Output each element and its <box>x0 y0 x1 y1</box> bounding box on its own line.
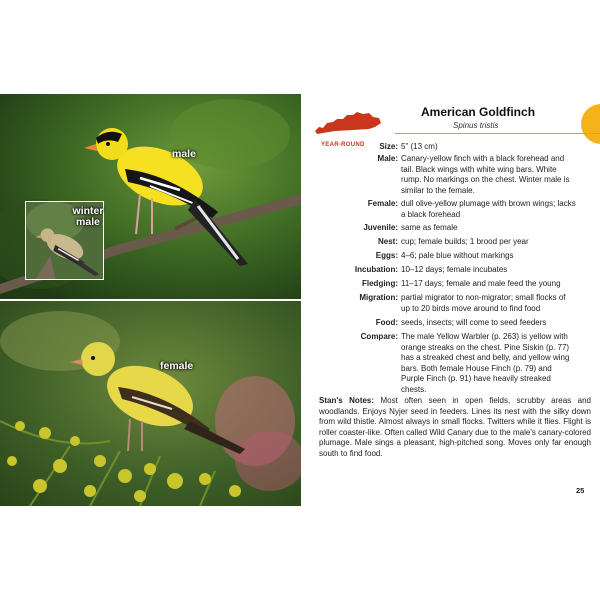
field-label: Eggs: <box>375 251 398 260</box>
field-label: Fledging: <box>362 279 398 288</box>
field-label: Male: <box>377 154 398 163</box>
female-label: female <box>160 360 194 372</box>
field-label: Food: <box>375 318 398 327</box>
winter-male-label: winter male <box>72 205 104 228</box>
notes-text: Most often seen in open fields, scrubby areas and woodlands. Enjoys Nyjer seed in feeders. Lines its nest with the silky down from wild thistle. Almost always in small flocks. Twitters while it flies. Flight is roller coaster-like. Often called Wild Canary due to the male's canary-colored plumage. Male sings a pleasant, high-pitched song. Moves only far enough south to find food. <box>319 396 591 458</box>
field-label: Juvenile: <box>363 223 398 232</box>
field-label: Nest: <box>377 237 398 246</box>
field-label: Compare: <box>360 332 398 341</box>
field-label: Migration: <box>359 293 398 302</box>
color-tab-marker <box>581 104 600 144</box>
book-spread <box>0 94 600 506</box>
notes-label: Stan's Notes: <box>319 396 375 405</box>
field-label: Incubation: <box>354 265 398 274</box>
kentucky-range-map-icon <box>313 109 383 137</box>
field-value: same as female <box>401 223 458 232</box>
field-value: Canary-yellow finch with a black forehead and tail. Black wings with white wing bars. White rump. No markings on the chest. Winter male is similar to the female. <box>401 154 570 195</box>
male-label: male <box>172 148 196 160</box>
field-value: 4–6; pale blue without markings <box>401 251 514 260</box>
field-value: cup; female builds; 1 brood per year <box>401 237 529 246</box>
field-label: Size: <box>379 142 398 151</box>
field-label: Female: <box>367 199 398 208</box>
field-value: seeds, insects; will come to seed feeders <box>401 318 547 327</box>
field-value: 10–12 days; female incubates <box>401 265 508 274</box>
species-title: American Goldfinch <box>421 105 536 119</box>
stans-notes <box>319 396 591 459</box>
female-goldfinch-photo <box>0 301 301 506</box>
range-label: YEAR-ROUND <box>321 142 365 148</box>
photo-page <box>0 94 301 506</box>
scientific-name: Spinus tristis <box>453 121 499 130</box>
header-rule <box>395 133 600 134</box>
text-page <box>303 94 600 506</box>
field-value: partial migrator to non-migrator; small flocks of up to 20 birds move around to find food <box>401 293 566 313</box>
field-value: dull olive-yellow plumage with brown wings; lacks a black forehead <box>401 199 576 219</box>
page-number: 25 <box>576 486 585 495</box>
field-value: 5" (13 cm) <box>401 142 438 151</box>
field-value: The male Yellow Warbler (p. 263) is yellow with orange streaks on the chest. Pine Siskin (p. 77) has a streaked chest and belly, and yellow wing bars. Both female House Finch (p. 79) and Purple Finch (p. 91) have heavily streaked chests. <box>401 332 570 394</box>
field-value: 11–17 days; female and male feed the young <box>401 279 561 288</box>
